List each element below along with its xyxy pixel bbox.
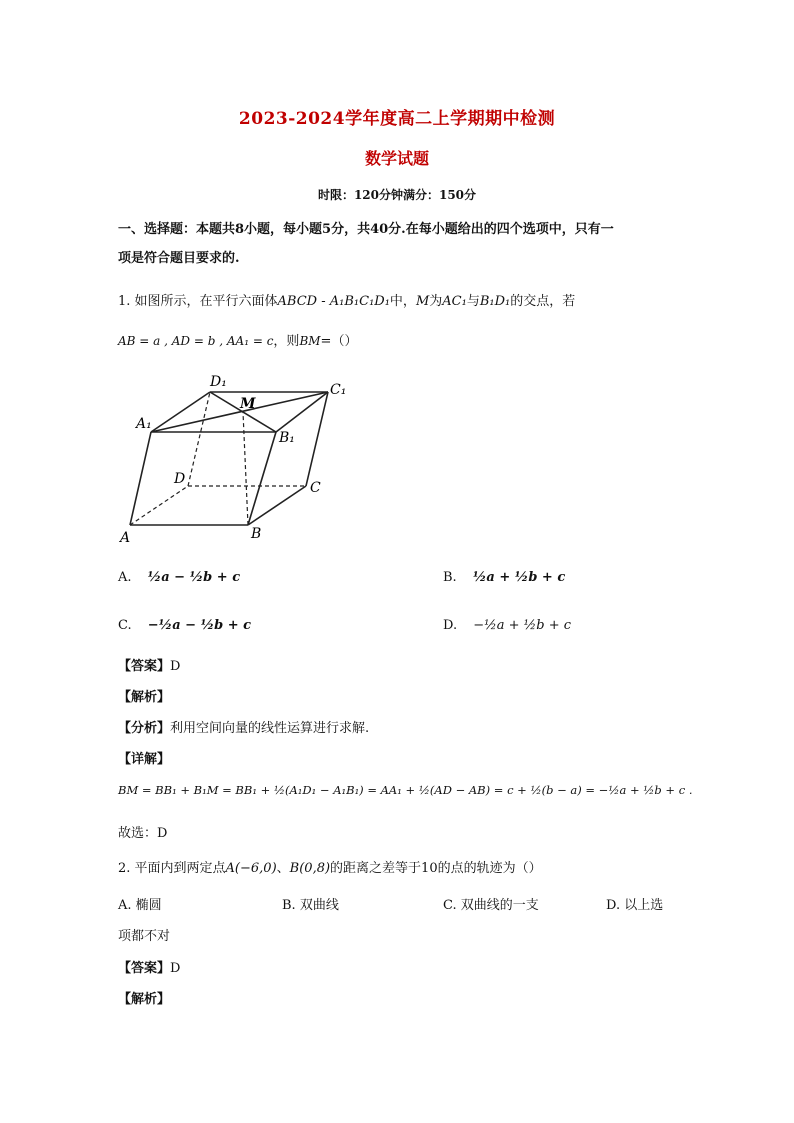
edge-a-a1 xyxy=(130,432,151,525)
q1-vector-defs: AB = a , AD = b , AA₁ = c xyxy=(118,334,274,348)
q1-stem-text-a: 1. 如图所示，在平行六面体 xyxy=(118,294,278,309)
q1-stem-text-e: 的交点，若 xyxy=(510,294,576,309)
q1-stem-text-then: ，则 xyxy=(273,334,300,349)
q1-stem-line1 xyxy=(118,290,575,309)
hidden-edge-a-d xyxy=(130,486,188,525)
q2-answer xyxy=(118,957,180,976)
q1-option-b[interactable] xyxy=(443,570,565,585)
q1-option-a-letter: A. xyxy=(118,570,132,585)
hidden-b-m xyxy=(243,412,248,525)
q2-analysis-tag: 【解析】 xyxy=(118,992,171,1007)
q2-stem xyxy=(118,857,542,876)
q1-option-c-letter: C. xyxy=(118,618,132,633)
exam-meta: 时限：120分钟满分：150分 xyxy=(317,188,477,202)
q1-fenxi-text: 利用空间向量的线性运算进行求解. xyxy=(170,721,370,736)
q2-option-c[interactable]: C. 双曲线的一支 xyxy=(443,898,539,913)
q2-point-b: B(0,8) xyxy=(289,861,331,876)
edge-b-c xyxy=(248,486,306,525)
q1-option-a[interactable] xyxy=(118,570,240,585)
q1-analysis-tag: 【解析】 xyxy=(118,690,171,705)
q2-answer-value: D xyxy=(170,961,181,976)
q1-fenxi xyxy=(118,717,369,736)
q1-detail-tag: 【详解】 xyxy=(118,752,171,767)
label-d1: D₁ xyxy=(210,374,227,390)
exam-subtitle: 数学试题 xyxy=(364,149,429,168)
q2-stem-text-c: 的距离之差等于10的点的轨迹为（） xyxy=(330,861,542,876)
q1-point-m: M xyxy=(415,294,430,309)
q2-stem-text-a: 2. 平面内到两定点 xyxy=(118,861,226,876)
q2-point-a: A(−6,0) xyxy=(225,861,277,876)
q1-vector-bm: BM xyxy=(299,334,321,348)
q1-stem-text-c: 为 xyxy=(429,294,443,309)
q1-conclusion: 故选：D xyxy=(118,826,168,841)
section-heading-line1: 一、选择题：本题共8小题，每小题5分，共40分.在每小题给出的四个选项中，只有一 xyxy=(118,222,614,237)
q1-option-d-letter: D. xyxy=(443,618,458,633)
q1-solid: ABCD - A₁B₁C₁D₁ xyxy=(277,294,390,309)
q2-option-b[interactable]: B. 双曲线 xyxy=(282,898,339,913)
q1-answer-tag: 【答案】 xyxy=(118,659,171,674)
label-a1: A₁ xyxy=(136,416,152,432)
q2-option-a[interactable]: A. 椭圆 xyxy=(118,898,162,913)
q1-option-d-expr: −½a + ½b + c xyxy=(473,618,571,633)
label-c: C xyxy=(310,480,321,496)
q1-segment-ac1: AC₁ xyxy=(442,294,467,309)
exam-title: 2023-2024学年度高二上学期期中检测 xyxy=(238,109,556,129)
label-a: A xyxy=(120,530,131,546)
q1-option-d[interactable] xyxy=(443,618,571,633)
q1-option-c[interactable] xyxy=(118,618,251,633)
q1-stem-text-d: 与 xyxy=(466,294,480,309)
label-b: B xyxy=(251,526,262,542)
section-heading-line2: 项是符合题目要求的. xyxy=(118,251,240,266)
parallelepiped-figure xyxy=(118,370,358,550)
edge-b-b1 xyxy=(248,432,276,525)
q1-option-b-letter: B. xyxy=(443,570,457,585)
q1-answer xyxy=(118,655,180,674)
q1-stem-text-b: 中， xyxy=(389,294,416,309)
q1-option-b-expr: ½a + ½b + c xyxy=(472,570,566,585)
q1-answer-value: D xyxy=(170,659,181,674)
q1-option-c-expr: −½a − ½b + c xyxy=(147,618,252,633)
q1-segment-bd1: B₁D₁ xyxy=(479,294,511,309)
q2-option-d-continued: 项都不对 xyxy=(118,929,171,944)
q1-fenxi-tag: 【分析】 xyxy=(118,721,171,736)
label-c1: C₁ xyxy=(330,382,347,398)
hidden-edge-d-d1 xyxy=(188,392,210,486)
q2-stem-text-b: 、 xyxy=(276,861,290,876)
q1-stem-line2 xyxy=(118,330,357,349)
label-m: M xyxy=(240,396,256,412)
q2-option-d[interactable]: D. 以上选 xyxy=(606,898,664,913)
q2-answer-tag: 【答案】 xyxy=(118,961,171,976)
label-d: D xyxy=(174,471,186,487)
q1-option-a-expr: ½a − ½b + c xyxy=(147,570,241,585)
label-b1: B₁ xyxy=(279,430,295,446)
q1-detail-equation: BM = BB₁ + B₁M = BB₁ + ½(A₁D₁ − A₁B₁) = AA₁ + ½(AD − AB) = c + ½(b − a) = −½a + ½b + c . xyxy=(118,783,693,797)
q1-stem-text-paren: =（） xyxy=(320,334,358,349)
